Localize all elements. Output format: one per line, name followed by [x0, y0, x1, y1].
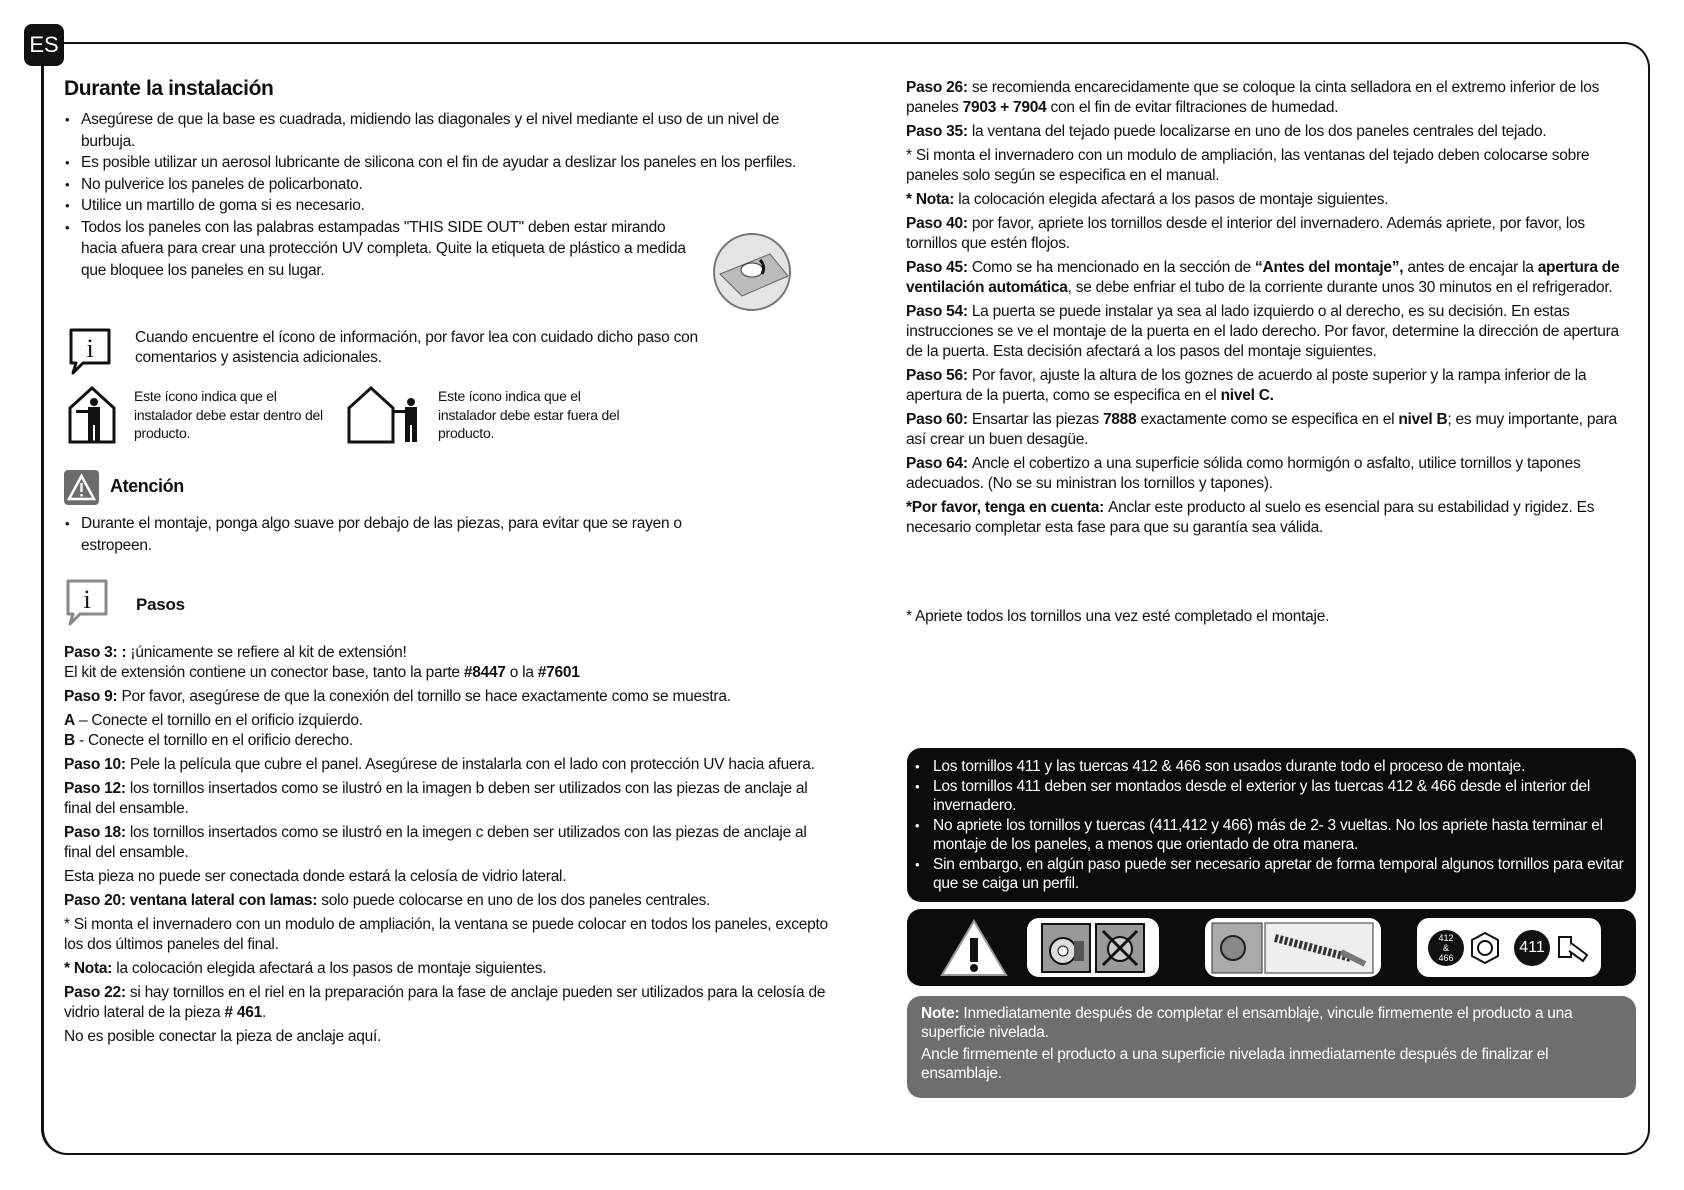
- step-label: #8447: [463, 664, 506, 681]
- step-text: se recomienda encarecidamente que se coloque la cinta selladora en el extremo inferior de los paneles: [906, 79, 1600, 116]
- step-label: * Nota:: [906, 191, 959, 208]
- step-label: Paso 22:: [64, 984, 130, 1001]
- step-label: Paso 40:: [906, 215, 972, 232]
- step-text: * Si monta el invernadero con un modulo de ampliación, la ventana se puede colocar en todos los paneles, excepto los dos últimos paneles del final.: [64, 916, 828, 953]
- step-label: Paso 18:: [64, 824, 130, 841]
- step-text: – Conecte el tornillo en el orificio izquierdo.: [74, 712, 363, 729]
- steps-title: Pasos: [136, 595, 185, 614]
- step-text: Como se ha mencionado en la sección de: [971, 259, 1256, 276]
- bullet: • Los tornillos 411 y las tuercas 412 & 466 son usados durante todo el proceso de montaje.: [915, 757, 1628, 777]
- attention-bullets: [65, 513, 755, 556]
- step-label: apertura de ventilación automática: [906, 259, 1620, 296]
- bullet: • Utilice un martillo de goma si es necesario.: [65, 195, 805, 217]
- step-text: No es posible conectar la pieza de anclaje aquí.: [64, 1028, 382, 1045]
- step-text: la colocación elegida afectará a los pasos de montaje siguientes.: [116, 960, 547, 977]
- outside-icon-description: Este ícono indica que el instalador debe estar fuera del producto.: [438, 388, 620, 441]
- step-text: la ventana del tejado puede localizarse en uno de los dos paneles centrales del tejado.: [971, 123, 1547, 140]
- note-text-1: Inmediatamente después de completar el ensamblaje, vincule firmemente el producto a una superficie nivelada.: [921, 1005, 1573, 1041]
- inside-icon-description: Este ícono indica que el instalador debe estar dentro del producto.: [134, 388, 323, 441]
- step-text: si hay tornillos en el riel en la preparación para la fase de anclaje pueden ser utilizados para la celosía de vidrio lateral de la pieza: [64, 984, 826, 1021]
- bullet: • Los tornillos 411 deben ser montados desde el exterior y las tuercas 412 & 466 desde el interior del invernadero.: [915, 777, 1628, 816]
- step-label: Paso 45:: [906, 259, 972, 276]
- language-badge: ES: [24, 24, 64, 66]
- info-icon-description: Cuando encuentre el ícono de información, por favor lea con cuidado dicho paso con comentarios y asistencia adicionales.: [135, 329, 698, 366]
- part-numbers-panel: [1417, 918, 1601, 977]
- step-text: o la: [505, 664, 538, 681]
- bullet: • Durante el montaje, ponga algo suave por debajo de las piezas, para evitar que se rayen o estropeen.: [65, 513, 755, 556]
- step-text: Anclar este producto al suelo es esencial para su estabilidad y rigidez. Es necesario completar esta fase para que su garantía sea válida.: [906, 499, 1595, 536]
- bolt-icon: [1556, 931, 1590, 965]
- step-label: *Por favor, tenga en cuenta:: [906, 499, 1109, 516]
- bullet: • No pulverice los paneles de policarbonato.: [65, 174, 805, 196]
- info-icon: [67, 327, 113, 377]
- steps-info-icon: [64, 578, 110, 628]
- final-tighten-note: * Apriete todos los tornillos una vez esté completado el montaje.: [906, 608, 1330, 625]
- step-text: Esta pieza no puede ser conectada donde estará la celosía de vidrio lateral.: [64, 868, 567, 885]
- step-text: solo puede colocarse en uno de los dos paneles centrales.: [321, 892, 711, 909]
- step-paragraph: [64, 1027, 834, 1047]
- step-label: nivel C.: [1220, 387, 1274, 404]
- note-text-2: Ancle firmemente el producto a una superficie nivelada inmediatamente después de finalizar el ensamblaje.: [921, 1046, 1549, 1082]
- bullet: • Asegúrese de que la base es cuadrada, midiendo las diagonales y el nivel mediante el uso de un nivel de burbuja.: [65, 109, 805, 152]
- step-paragraph: [64, 755, 834, 775]
- nut-incorrect-icon: [1095, 923, 1145, 973]
- step-paragraph: [64, 687, 834, 707]
- step-label: Paso 64:: [906, 455, 972, 472]
- step-paragraph: [64, 983, 834, 1023]
- svg-text:i: i: [86, 334, 94, 363]
- screw-tightening-icon: [1211, 922, 1375, 974]
- step-label: B: [64, 732, 75, 749]
- step-text: ¡únicamente se refiere al kit de extensión!: [130, 644, 407, 661]
- step-text: ; es muy importante, para así crear un buen desagüe.: [906, 411, 1617, 448]
- svg-text:i: i: [83, 585, 91, 614]
- step-text: .: [261, 1004, 267, 1021]
- step-label: Paso 9:: [64, 688, 122, 705]
- anchoring-note-box: [907, 996, 1636, 1098]
- installer-inside-icon: [68, 386, 118, 444]
- step-paragraph: [64, 959, 834, 979]
- step-paragraph: [64, 891, 834, 911]
- step-text: * Si monta el invernadero con un modulo de ampliación, las ventanas del tejado deben colocarse sobre paneles solo según se especifica en el manual.: [906, 147, 1590, 184]
- warning-icon: [64, 470, 99, 505]
- caution-triangle-icon: [939, 918, 1009, 978]
- step-paragraph: [906, 498, 1631, 538]
- step-label: Paso 54:: [906, 303, 972, 320]
- installation-bullets: [65, 109, 805, 281]
- correct-incorrect-nut-panel: [1027, 918, 1159, 977]
- step-paragraph: [906, 214, 1631, 254]
- screws-info-box: [907, 748, 1636, 902]
- step-text: por favor, apriete los tornillos desde el interior del invernadero. Además apriete, por favor, los tornillos que estén flojos.: [906, 215, 1585, 252]
- step-paragraph: [64, 915, 834, 955]
- step-text: Por favor, asegúrese de que la conexión del tornillo se hace exactamente como se muestra.: [121, 688, 731, 705]
- hardware-icon-bar: [907, 909, 1636, 986]
- step-text: los tornillos insertados como se ilustró en la imegen c deben ser utilizados con las piezas de anclaje al final del ensamble.: [64, 824, 807, 861]
- step-label: # 461: [224, 1004, 262, 1021]
- step-label: nivel B: [1398, 411, 1448, 428]
- step-text: Ancle el cobertizo a una superficie sólida como hormigón o asfalto, utilice tornillos y tapones adecuados. (No se su ministran los tornillos y tapones).: [906, 455, 1581, 492]
- step-text: Pele la película que cubre el panel. Asegúrese de instalarla con el lado con protección UV hacia afuera.: [129, 756, 815, 773]
- step-paragraph: [906, 258, 1631, 298]
- step-paragraph: [64, 823, 834, 863]
- step-text: La puerta se puede instalar ya sea al lado izquierdo o al derecho, es su decisión. En estas instrucciones se ve el montaje de la puerta en el lado derecho. Por favor, determine la dirección de apertura de la puerta. Esta decisión afectará a los pasos del montaje siguientes.: [906, 303, 1619, 360]
- bullet: • No apriete los tornillos y tuercas (411,412 y 466) más de 2- 3 vueltas. No los apriete hasta terminar el montaje de los paneles, a menos que orientado de otra manera.: [915, 816, 1628, 855]
- step-text: exactamente como se especifica en el: [1136, 411, 1399, 428]
- step-paragraph: [64, 867, 834, 887]
- right-steps: [906, 78, 1631, 542]
- step-paragraph: [906, 190, 1631, 210]
- step-label: Paso 56:: [906, 367, 972, 384]
- section-title-during-installation: Durante la instalación: [64, 77, 274, 100]
- step-paragraph: [64, 711, 834, 751]
- step-text: la colocación elegida afectará a los pasos de montaje siguientes.: [958, 191, 1389, 208]
- hex-nut-icon: [1470, 931, 1500, 965]
- step-paragraph: [64, 643, 834, 683]
- nut-correct-icon: [1041, 923, 1091, 973]
- step-label: Paso 35:: [906, 123, 972, 140]
- step-paragraph: [906, 454, 1631, 494]
- step-text: Ensartar las piezas: [971, 411, 1103, 428]
- step-text: , se debe enfriar el tubo de la corriente durante unos 30 minutos en el refrigerador.: [1067, 279, 1613, 296]
- step-label: “Antes del montaje”,: [1255, 259, 1404, 276]
- screwdriver-panel: [1205, 918, 1381, 977]
- bullet: • Sin embargo, en algún paso puede ser necesario apretar de forma temporal algunos tornillos para evitar que se caiga un perfil.: [915, 855, 1628, 894]
- nut-label-412: 412: [1438, 932, 1454, 943]
- panel-label-illustration: [712, 232, 794, 312]
- step-label: * Nota:: [64, 960, 117, 977]
- left-steps: [64, 643, 834, 1051]
- step-text: antes de encajar la: [1403, 259, 1538, 276]
- step-text: los tornillos insertados como se ilustró en la imagen b deben ser utilizados con las piezas de anclaje al final del ensamble.: [64, 780, 808, 817]
- bolt-part-number-badge: 411: [1514, 930, 1550, 966]
- step-paragraph: [906, 302, 1631, 362]
- step-label: 7888: [1102, 411, 1137, 428]
- step-text: Por favor, ajuste la altura de los goznes de acuerdo al poste superior y la rampa inferior de la apertura de la puerta, como se especifica en el: [906, 367, 1587, 404]
- step-label: Paso 26:: [906, 79, 972, 96]
- step-text: - Conecte el tornillo en el orificio derecho.: [74, 732, 353, 749]
- step-paragraph: [64, 779, 834, 819]
- step-text: El kit de extensión contiene un conector base, tanto la parte: [64, 664, 464, 681]
- nut-label-466: 466: [1438, 952, 1454, 963]
- step-paragraph: [906, 122, 1631, 142]
- step-label: Paso 10:: [64, 756, 130, 773]
- bullet: • Todos los paneles con las palabras estampadas "THIS SIDE OUT" deben estar mirando hacia afuera para crear una protección UV completa. Quite la etiqueta de plástico a medida que bloquee los paneles en su lugar.: [65, 217, 701, 282]
- step-paragraph: [906, 78, 1631, 118]
- step-paragraph: [906, 146, 1631, 186]
- step-label: A: [64, 712, 75, 729]
- step-label: Paso 12:: [64, 780, 130, 797]
- step-text: con el fin de evitar filtraciones de humedad.: [1046, 99, 1339, 116]
- step-label: Paso 20: ventana lateral con lamas:: [64, 892, 322, 909]
- step-label: Paso 3: :: [64, 644, 131, 661]
- bullet: • Es posible utilizar un aerosol lubricante de silicona con el fin de ayudar a deslizar los paneles en los perfiles.: [65, 152, 805, 174]
- step-label: Paso 60:: [906, 411, 972, 428]
- nut-label-and: &: [1442, 942, 1449, 953]
- nut-part-number-badge: [1428, 930, 1464, 966]
- step-paragraph: [906, 366, 1631, 406]
- step-label: 7903 + 7904: [962, 99, 1047, 116]
- step-paragraph: [906, 410, 1631, 450]
- attention-title: Atención: [110, 476, 184, 496]
- step-label: #7601: [537, 664, 580, 681]
- installer-outside-icon: [347, 386, 427, 444]
- note-label: Note:: [921, 1005, 960, 1022]
